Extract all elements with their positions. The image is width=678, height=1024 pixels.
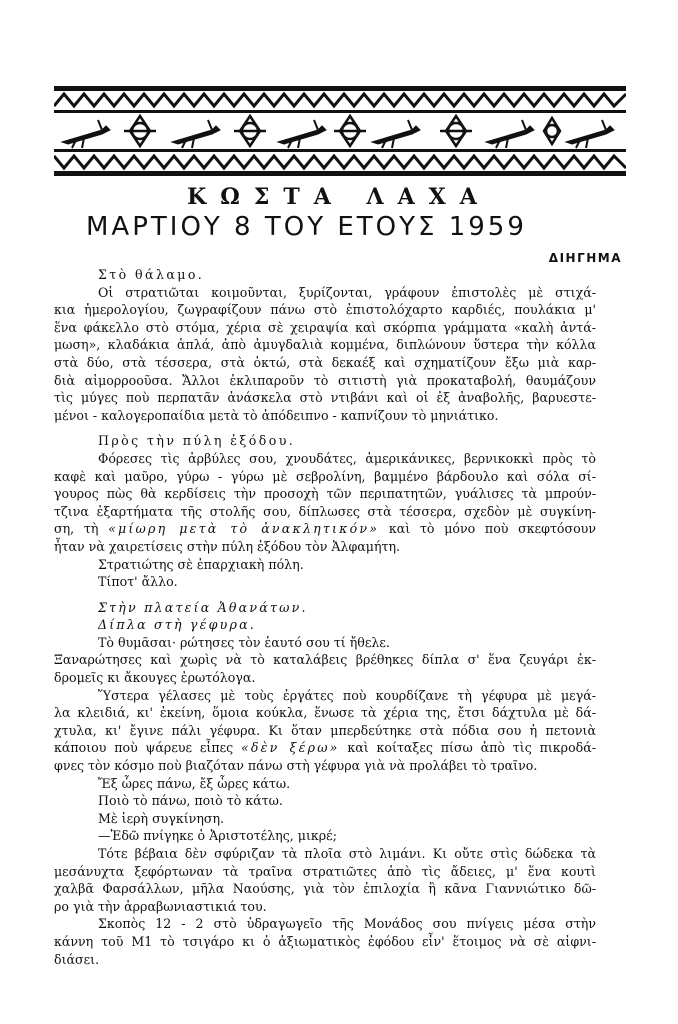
text-line: ἕνα φάκελλο στὸ στόμα, χέρια σὲ χειραψία καὶ σκόρπια γράμματα «καλὴ ἀντά- — [54, 319, 596, 335]
paragraph-3 — [54, 634, 596, 687]
text-line — [54, 739, 596, 757]
text-line: Τὸ θυμᾶσαι· ρώτησες τὸν ἑαυτό σου τί ἤθελε. — [98, 634, 390, 650]
text-line: κάννη τοῦ Μ1 τὸ τσιγάρο κι ὁ ἀξιωματικὸς ἐφόδου εἶν' ἕτοιμος νὰ σὲ αἰφνι- — [54, 933, 596, 949]
text-line: Σκοπὸς 12 - 2 στὸ ὑδραγωγεῖο τῆς Μονάδος σου πνίγεις μέσα στὴν — [98, 916, 596, 932]
text-line: λα κλειδιά, κι' ἐκείνη, ὅμοια κούκλα, ἕνωσε τὰ χέρια της, ἔτσι δάχτυλα μὲ δά- — [54, 705, 596, 721]
text-line: διάσει. — [54, 951, 100, 967]
text-line: μένοι - καλογεροπαίδια μετὰ τὸ ἀπόδειπνο - καπνίζουν τὸ μηνιάτικο. — [54, 407, 499, 423]
text-line: Οἱ στρατιῶται κοιμοῦνται, ξυρίζονται, γράφουν ἐπιστολὲς μὲ στιχά- — [98, 284, 596, 300]
text-fragment: κάποιου ποὺ ψάρευε εἶπες — [54, 740, 234, 756]
paragraph-4 — [54, 687, 596, 775]
story-text — [54, 266, 596, 968]
section-heading: Δίπλα στὴ γέφυρα. — [98, 617, 256, 633]
bird-motif-2 — [172, 120, 220, 148]
text-fragment: ση, τὴ — [54, 521, 99, 537]
text-line: καφὲ καὶ μαῦρο, γύρω - γύρω μὲ σεβρολίνη, βαμμένο βάρδουλο καὶ σόλα σί- — [54, 468, 596, 484]
section-heading: Στὴν πλατεία Ἀθανάτων. — [98, 599, 308, 615]
bird-motif-5 — [486, 120, 534, 148]
text-line — [54, 520, 596, 538]
section-heading: Πρὸς τὴν πύλη ἐξόδου. — [98, 433, 296, 449]
paragraph-5 — [54, 845, 596, 915]
flower-motif-1 — [124, 116, 156, 146]
text-line: Ποιὸ τὸ πάνω, ποιὸ τὸ κάτω. — [98, 793, 283, 809]
text-line: γουρος πὼς θὰ κερδίσεις τὴν προσοχὴ τῶν περιπατητῶν, γυάλισες τὰ μπρούν- — [54, 486, 596, 502]
section-heading: Στὸ θάλαμο. — [98, 267, 205, 282]
text-line: κια ἡμερολογίου, ζωγραφίζουν πάνω στὸ ἐπιστολόχαρτο καρδιές, πουλάκια μ' — [54, 302, 596, 318]
text-line: τὶς μύγες ποὺ περπατᾶν ἀνάσκελα στὸ ντιβάνι καὶ οἱ ἐξ ἀναβολῆς, βαρυεστε- — [54, 390, 596, 406]
text-line: Στρατιώτης σὲ ἐπαρχιακὴ πόλη. — [98, 556, 304, 572]
author-name: ΚΩΣΤΑ ΛΑΧΑ — [187, 184, 491, 210]
text-line: Τίποτ' ἄλλο. — [98, 574, 178, 590]
folk-ornament-frieze — [54, 86, 626, 176]
text-fragment: καὶ τὸ μόνο ποὺ σκεφτόσουν — [388, 521, 596, 537]
text-line: —Ἐδῶ πνίγηκε ὁ Ἀριστοτέλης, μικρέ; — [98, 828, 337, 844]
text-line: ἦταν νὰ χαιρετίσεις στὴν πύλη ἐξόδου τὸν Ἀλφαμήτη. — [54, 538, 401, 554]
flower-motif-4 — [440, 116, 472, 146]
text-fragment: καὶ κοίταξες πίσω ἀπὸ τὶς πικροδά- — [347, 740, 596, 756]
paragraph-1 — [54, 284, 596, 425]
genre-label: ΔΙΗΓΗΜΑ — [548, 251, 622, 265]
flower-motif-2 — [234, 116, 266, 146]
decorative-banner — [54, 86, 626, 176]
text-line: χαλβᾶ Φαρσάλλων, μῆλα Ναούσης, γιὰ τὸν ἐπιλοχία ἢ κᾶνα Γιαννιώτικο δῶ- — [54, 881, 596, 897]
paragraph-2 — [54, 450, 596, 556]
text-line: Ὕστερα γέλασες μὲ τοὺς ἐργάτες ποὺ κουρδίζανε τὴ γέφυρα μὲ μεγά- — [98, 687, 596, 703]
text-line: Ξαναρώτησες καὶ χωρὶς νὰ τὸ καταλάβεις βρέθηκες δίπλα σ' ἕνα ζευγάρι ἐκ- — [54, 652, 596, 668]
quoted-phrase: «δὲν ξέρω» — [241, 740, 340, 756]
bird-motif-3 — [278, 120, 326, 148]
bird-motif-1 — [62, 120, 110, 148]
bird-motif-6 — [566, 120, 614, 148]
text-line: χτυλα, κι' ἔγινε πάλι γέφυρα. Κι ὅταν μπερδεύτηκε στὰ πόδια σου ἡ πετονιὰ — [54, 722, 596, 738]
quoted-phrase: «μίωρη μετὰ τὸ ἀνακλητικόν» — [108, 521, 380, 537]
text-line: Ἔξ ὧρες πάνω, ἔξ ὧρες κάτω. — [98, 775, 291, 791]
text-line: στὰ δύο, στὰ τέσσερα, στὰ ὀκτώ, στὰ δεκαέξ καὶ σχηματίζουν ἔξω μιὰ καρ- — [54, 354, 596, 370]
text-line: ρο γιὰ τὴν ἀρραβωνιαστικιά του. — [54, 898, 267, 914]
text-line: Μὲ ἱερὴ συγκίνηση. — [98, 810, 225, 826]
text-line: Φόρεσες τὶς ἀρβύλες σου, χνουδάτες, ἀμερικάνικες, βερνικοκκὶ πρὸς τὸ — [98, 450, 596, 466]
story-title: ΜΑΡΤΙΟΥ 8 ΤΟΥ ΕΤΟΥΣ 1959 — [86, 212, 527, 242]
text-line: μεσάνυχτα ξεφόρτωναν τὰ τραῖνα στρατιῶτες ἀπὸ τὶς ἄδειες, μ' ἕνα κουτὶ — [54, 863, 596, 879]
flower-motif-5 — [544, 118, 560, 144]
text-line: δρομεῖς κι ἄκουγες ἐρωτόλογα. — [54, 670, 256, 686]
paragraph-6 — [54, 915, 596, 968]
text-line: διὰ αἱμορροοῦσα. Ἄλλοι ἐκλιπαροῦν τὸ σιτιστὴ γιὰ προκαταβολή, θαυμάζουν — [54, 372, 596, 388]
flower-motif-3 — [334, 116, 366, 146]
text-line: τζινα ἐξαρτήματα τῆς στολῆς σου, δίπλωσες στὰ τέσσερα, σχεδὸν μὲ συγκίνη- — [54, 503, 596, 519]
bird-motif-4 — [372, 120, 420, 148]
text-line: μωση», κλαδάκια ἁπλά, ἀπὸ ἀμυγδαλιὰ κομμένα, διπλώνουν ὕστερα τὴν κόλλα — [54, 337, 596, 353]
text-line: Τότε βέβαια δὲν σφύριζαν τὰ πλοῖα στὸ λιμάνι. Κι οὔτε στὶς δώδεκα τὰ — [98, 846, 596, 861]
text-line: φνες τὸν κόσμο ποὺ βιαζόταν πάνω στὴ γέφυρα γιὰ νὰ προλάβει τὸ τραῖνο. — [54, 758, 538, 774]
